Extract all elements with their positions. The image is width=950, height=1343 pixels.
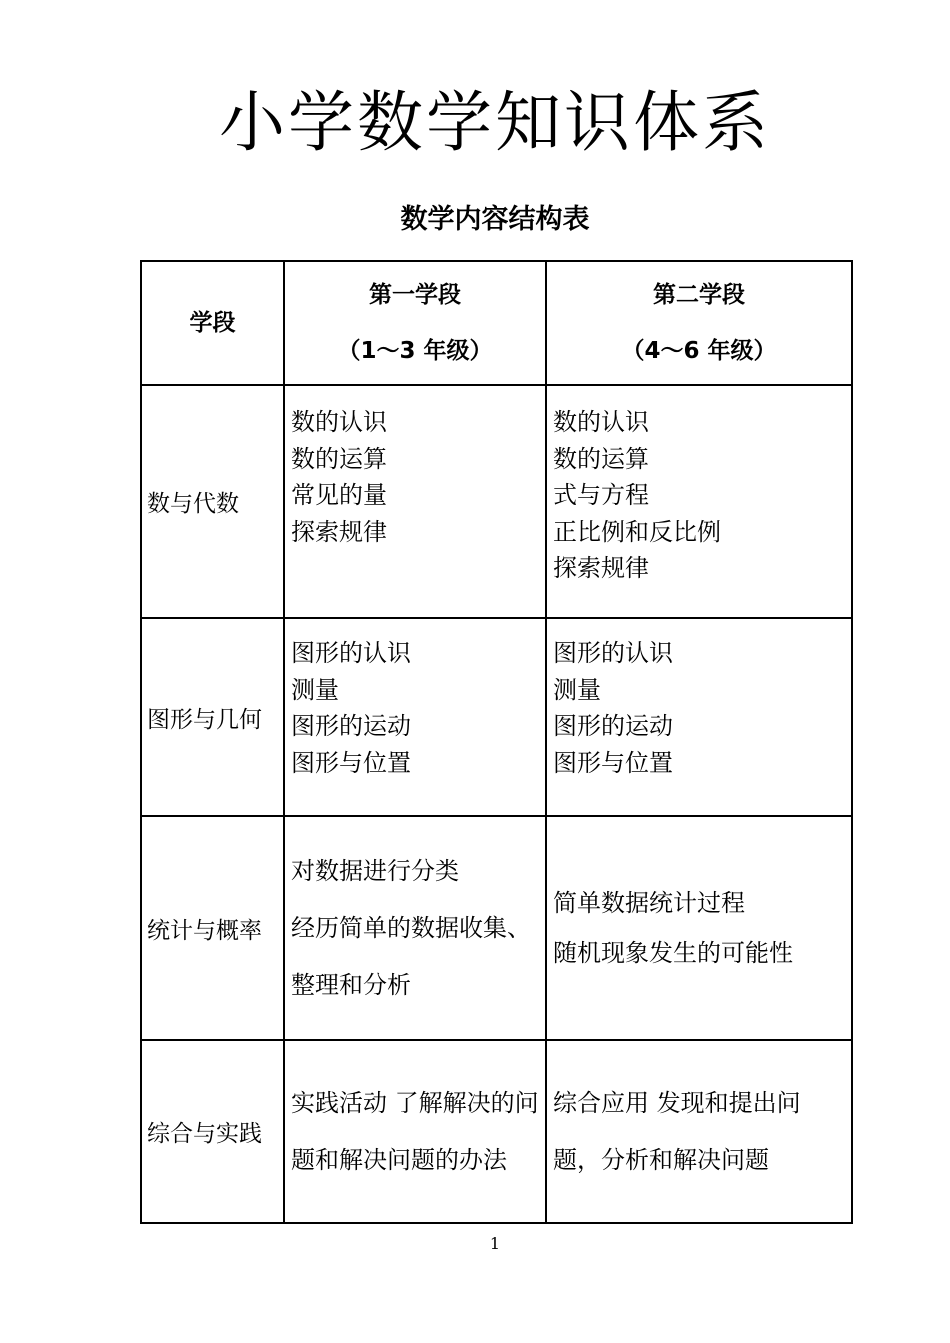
list-item: 数的运算 [291, 444, 387, 473]
table-row [141, 1040, 852, 1223]
practice-stage-2-text: 综合应用 发现和提出问题，分析和解决问题 [553, 1088, 801, 1174]
header-stage-1 [284, 261, 546, 385]
list-item: 随机现象发生的可能性 [553, 939, 793, 967]
table-header-row [141, 261, 852, 385]
list-item: 测量 [291, 675, 339, 704]
row-1-stage-1 [284, 385, 546, 618]
list-item: 对数据进行分类 [291, 856, 459, 885]
header-stage-1-grades: （1～3 年级） [337, 338, 493, 364]
list-item: 数的运算 [553, 444, 649, 473]
content-structure-table [140, 260, 853, 1224]
row-label-practice: 综合与实践 [141, 1040, 284, 1223]
list-item: 式与方程 [553, 481, 649, 509]
list-item: 测量 [553, 675, 601, 704]
list-item: 图形的认识 [553, 639, 673, 667]
page-title: 小学数学知识体系 [219, 84, 771, 161]
table-row [141, 816, 852, 1040]
table-title: 数学内容结构表 [400, 204, 590, 235]
list-item: 简单数据统计过程 [553, 889, 745, 917]
header-stage-2-grades: （4～6 年级） [621, 338, 777, 364]
table-row [141, 385, 852, 618]
list-item: 图形与位置 [553, 748, 673, 777]
header-stage-2 [546, 261, 852, 385]
list-item: 正比例和反比例 [553, 517, 721, 546]
row-2-stage-1 [284, 618, 546, 816]
header-stage-2-name: 第二学段 [653, 282, 745, 308]
table-row [141, 618, 852, 816]
row-1-stage-2 [546, 385, 852, 618]
list-item: 图形的运动 [553, 712, 673, 740]
list-item: 数的认识 [553, 408, 649, 436]
row-4-stage-1 [284, 1040, 546, 1223]
row-3-stage-2 [546, 816, 852, 1040]
list-item: 探索规律 [291, 517, 387, 546]
row-label-number-algebra: 数与代数 [141, 385, 284, 618]
row-label-statistics: 统计与概率 [141, 816, 284, 1040]
list-item: 图形的运动 [291, 712, 411, 740]
list-item: 图形与位置 [291, 748, 411, 777]
header-col1-text: 学段 [189, 310, 236, 336]
list-item: 探索规律 [553, 554, 649, 582]
list-item: 图形的认识 [291, 639, 411, 667]
practice-stage-1-text: 实践活动 了解解决的问题和解决问题的办法 [291, 1088, 539, 1174]
row-label-geometry: 图形与几何 [141, 618, 284, 816]
list-item: 整理和分析 [291, 970, 411, 999]
list-item: 经历简单的数据收集、 [291, 913, 531, 942]
row-2-stage-2 [546, 618, 852, 816]
page-number: 1 [489, 1234, 501, 1253]
row-3-stage-1 [284, 816, 546, 1040]
header-stage-label [141, 261, 284, 385]
header-stage-1-name: 第一学段 [369, 282, 461, 308]
list-item: 数的认识 [291, 408, 387, 436]
list-item: 常见的量 [291, 481, 387, 509]
row-4-stage-2 [546, 1040, 852, 1223]
